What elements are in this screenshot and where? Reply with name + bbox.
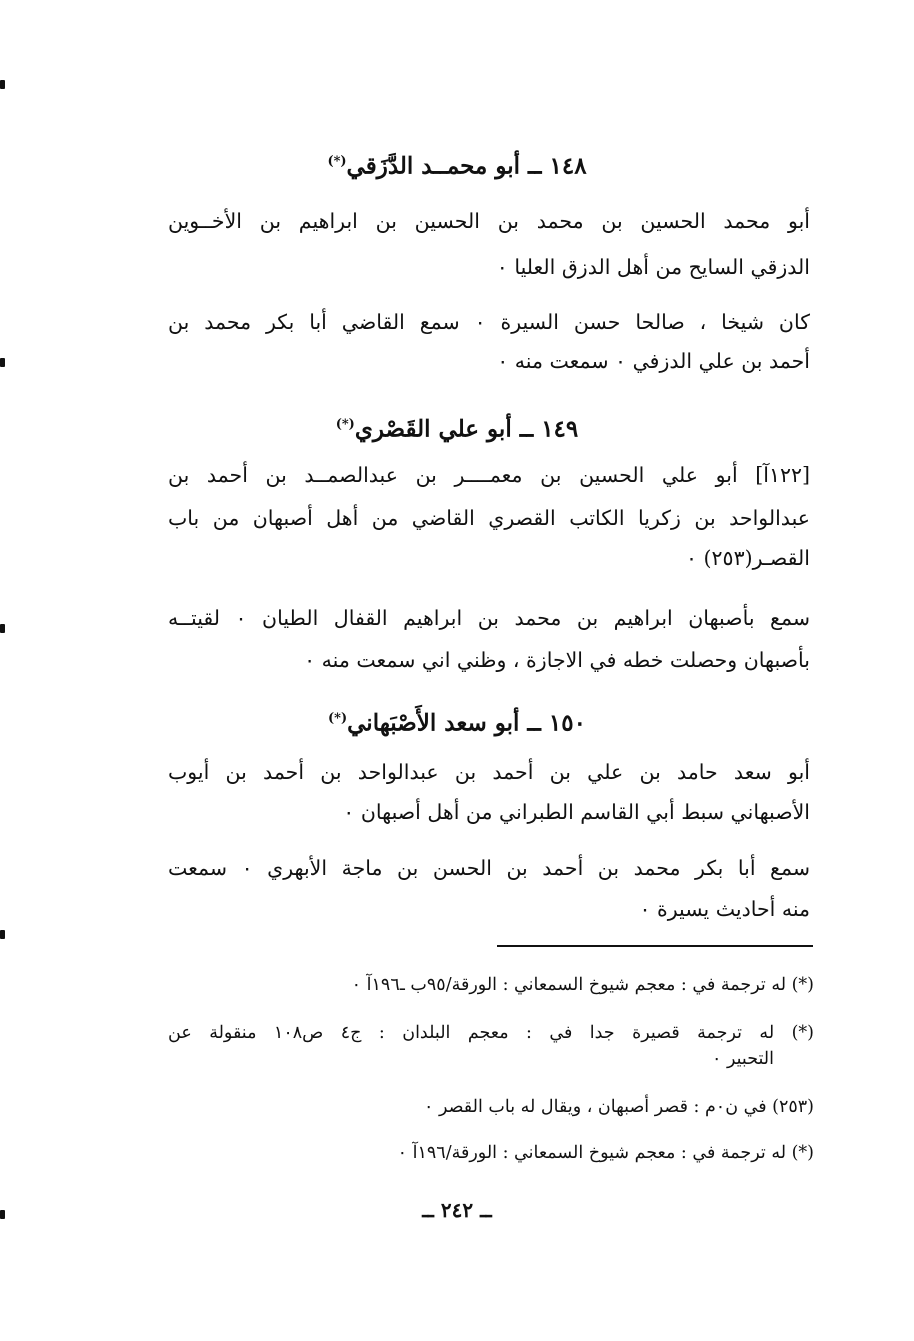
paragraph-line: أبو محمد الحسين بن محمد بن الحسين بن ابراهيم بن الأخــوين [168,209,810,233]
binding-mark [0,624,5,633]
binding-mark [0,80,5,89]
entry-title [0,704,914,739]
paragraph-line: سمع بأصبهان ابراهيم بن محمد بن ابراهيم القفال الطيان ٠ لقيتــه [168,606,810,630]
paragraph-line: أحمد بن علي الدزفي ٠ سمعت منه ٠ [497,349,810,373]
entry-title-text: ١٤٨ ــ أبو محمــد الدَّزَقي [346,152,587,180]
paragraph-line: أبو سعد حامد بن علي بن أحمد بن عبدالواحد بن أحمد بن أيوب [168,760,810,784]
paragraph-line: الأصبهاني سبط أبي القاسم الطبراني من أهل أصبهان ٠ [343,800,810,824]
entry-title [0,410,914,445]
footnote: (٢٥٣) في ن٠م : قصر أصبهان ، ويقال له باب القصر ٠ [424,1097,814,1117]
entry-title-text: ١٥٠ ــ أبو سعد الأَصْبَهاني [347,709,586,737]
paragraph-line: عبدالواحد بن زكريا الكاتب القصري القاضي من أهل أصبهان من باب [168,506,810,530]
footnote-separator [497,945,813,947]
footnote-marker: (*) [328,711,348,726]
footnote-marker: (*) [327,154,347,169]
footnote: (*) له ترجمة في : معجم شيوخ السمعاني : الورقة/٩٥ب ـ١٩٦آ ٠ [351,975,814,995]
entry-title [0,147,914,182]
footnote: (*) له ترجمة قصيرة جدا في : معجم البلدان : ج٤ ص١٠٨ منقولة عن [168,1023,814,1043]
binding-mark [0,358,5,367]
paragraph-line: بأصبهان وحصلت خطه في الاجازة ، وظني اني سمعت منه ٠ [304,648,810,672]
paragraph-line: [١٢٢آ] أبو علي الحسين بن معمــــر بن عبدالصمــد بن أحمد بن [168,463,810,487]
paragraph-line: منه أحاديث يسيرة ٠ [639,897,810,921]
entry-title-text: ١٤٩ ــ أبو علي القَصْري [354,415,579,443]
footnote-marker: (*) [335,417,355,432]
paragraph-line: سمع أبا بكر محمد بن أحمد بن الحسن بن ماجة الأبهري ٠ سمعت [168,856,810,880]
paragraph-line: كان شيخا ، صالحا حسن السيرة ٠ سمع القاضي أبا بكر محمد بن [168,310,810,334]
footnote-continuation: التحبير ٠ [712,1049,774,1069]
binding-mark [0,930,5,939]
page-number: ــ ٢٤٢ ــ [422,1198,492,1222]
paragraph-line: الدزقي السايح من أهل الدزق العليا ٠ [496,255,810,279]
paragraph-line: القصـر(٢٥٣) ٠ [686,546,810,570]
footnote: (*) له ترجمة في : معجم شيوخ السمعاني : الورقة/١٩٦آ ٠ [397,1143,814,1163]
